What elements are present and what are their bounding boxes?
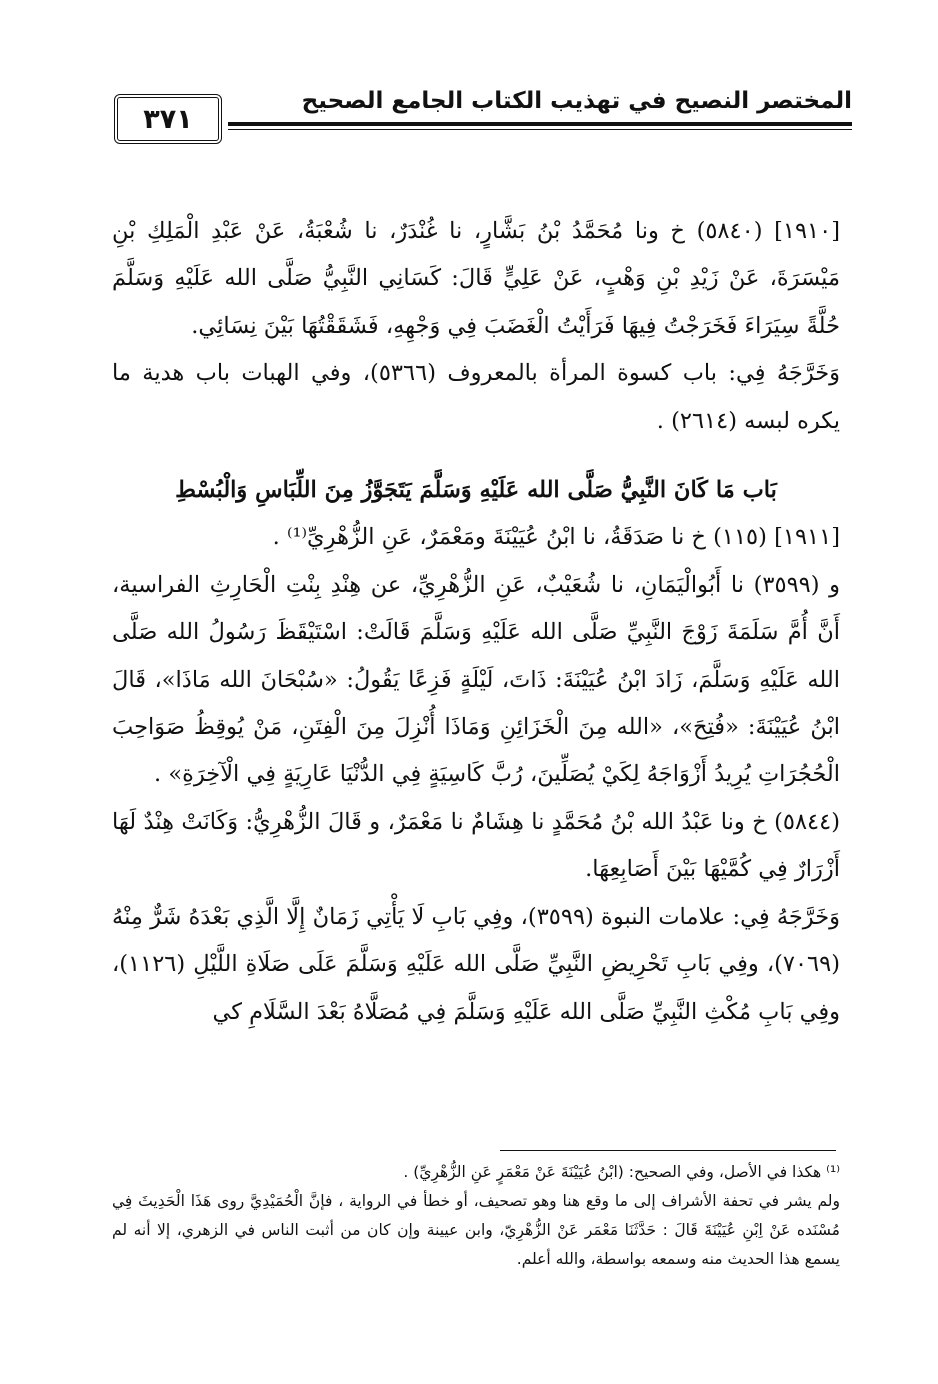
takhrij-1911: وَخَرَّجَهُ فِي: علامات النبوة (٣٥٩٩)، وفِي بَابِ لَا يَأْتِي زَمَانٌ إِلَّا الَّذِي بَعْدَهُ شَرٌّ مِنْهُ (٧٠٦٩)، وفِي بَابِ تَحْرِيضِ النَّبِيِّ صَلَّى الله عَلَيْهِ وَسَلَّمَ عَلَى صَلَاةِ اللَّيْلِ (١١٢٦)، وفِي بَابِ مُكْثِ النَّبِيِّ صَلَّى الله عَلَيْهِ وَسَلَّمَ فِي مُصَلَّاهُ بَعْدَ السَّلَامِ كي: [112, 903, 840, 1025]
running-title: المختصر النصيح في تهذيب الكتاب الجامع الصحيح: [301, 88, 852, 114]
header-rule-thin: [228, 129, 852, 130]
hadith-1910: [١٩١٠] (٥٨٤٠) خ ونا مُحَمَّدُ بْنُ بَشَّارٍ، نا غُنْدَرٌ، نا شُعْبَةُ، عَنْ عَبْدِ الْمَلِكِ بْنِ مَيْسَرَةَ، عَنْ زَيْدِ بْنِ وَهْبٍ، عَنْ عَلِيٍّ قَالَ: كَسَانِي النَّبِيُّ صَلَّى الله عَلَيْهِ وَسَلَّمَ حُلَّةً سِيَرَاءَ فَخَرَجْتُ فِيهَا فَرَأَيْتُ الْغَضَبَ فِي وَجْهِهِ، فَشَقَقْتُهَا بَيْنَ نِسَائِي.: [112, 218, 840, 339]
hadith-3599: و (٣٥٩٩) نا أَبُوالْيَمَانِ، نا شُعَيْبٌ، عَنِ الزُّهْرِيِّ، عن هِنْدِ بِنْتِ الْحَارِثِ الفراسية، أَنَّ أُمَّ سَلَمَةَ زَوْجَ النَّبِيِّ صَلَّى الله عَلَيْهِ وَسَلَّمَ قَالَتْ: اسْتَيْقَظَ رَسُولُ الله صَلَّى الله عَلَيْهِ وَسَلَّمَ، زَادَ ابْنُ عُيَيْنَةَ: ذَاتَ، لَيْلَةٍ فَزِعًا يَقُولُ: «سُبْحَانَ الله مَاذَا»، قَالَ ابْنُ عُيَيْنَةَ: «فُتِحَ»، «الله مِنَ الْخَزَائِنِ وَمَاذَا أُنْزِلَ مِنَ الْفِتَنِ، مَنْ يُوقِظُ صَوَاحِبَ الْحُجُرَاتِ يُرِيدُ أَزْوَاجَهُ لِكَيْ يُصَلِّينَ، رُبَّ كَاسِيَةٍ فِي الدُّنْيَا عَارِيَةٍ فِي الْآخِرَةِ» .: [112, 571, 841, 788]
main-text: [112, 208, 840, 1036]
page-number-box: [114, 94, 222, 144]
footnote-1-line-2: ولم يشر في تحفة الأشراف إلى ما وقع هنا وهو تصحيف، أو خطأ في الرواية ، فإنَّ الْحُمَيْدِيَّ روى هَذَا الْحَدِيثَ فِي مُسْنَده عَنْ اِبْنِ عُيَيْنَةَ قَالَ : حَدَّثَنَا مَعْمَر عَنْ الزُّهْرِيّ، وابن عيينة وإن كان من أثبت الناس في الزهري، إلا أنه لم يسمع هذا الحديث منه وسمعه بواسطة، والله أعلم.: [112, 1192, 840, 1268]
footnotes: [112, 1158, 840, 1274]
chapter-heading: بَاب مَا كَانَ النَّبِيُّ صَلَّى الله عَلَيْهِ وَسَلَّمَ يَتَجَوَّزُ مِنَ اللِّبَاسِ وَالْبُسْطِ: [175, 477, 777, 504]
page-number: ٣٧١: [143, 103, 193, 135]
footnote-separator: [500, 1150, 836, 1151]
header-rule: [228, 122, 852, 126]
hadith-5844: (٥٨٤٤) خ ونا عَبْدُ الله بْنُ مُحَمَّدٍ نا هِشَامٌ نا مَعْمَرٌ، و قَالَ الزُّهْرِيُّ: وَكَانَتْ هِنْدٌ لَهَا أَزْرَارٌ فِي كُمَّيْهَا بَيْنَ أَصَابِعِهَا.: [112, 808, 840, 883]
hadith-1911: [١٩١١] (١١٥) خ نا صَدَقَةُ، نا ابْنُ عُيَيْنَةَ ومَعْمَرٌ، عَنِ الزُّهْرِيِّ⁽¹⁾ .: [272, 524, 840, 551]
takhrij-1910: وَخَرَّجَهُ فِي: باب كسوة المرأة بالمعروف (٥٣٦٦)، وفي الهبات باب هدية ما يكره لبسه (٢٦١٤) .: [112, 360, 841, 434]
footnote-1-line-1: ⁽¹⁾ هكذا في الأصل، وفي الصحيح: (ابْنُ عُيَيْنَةَ عَنْ مَعْمَرٍ عَنِ الزُّهْرِيِّ) .: [403, 1163, 840, 1181]
page-header: [110, 84, 852, 156]
